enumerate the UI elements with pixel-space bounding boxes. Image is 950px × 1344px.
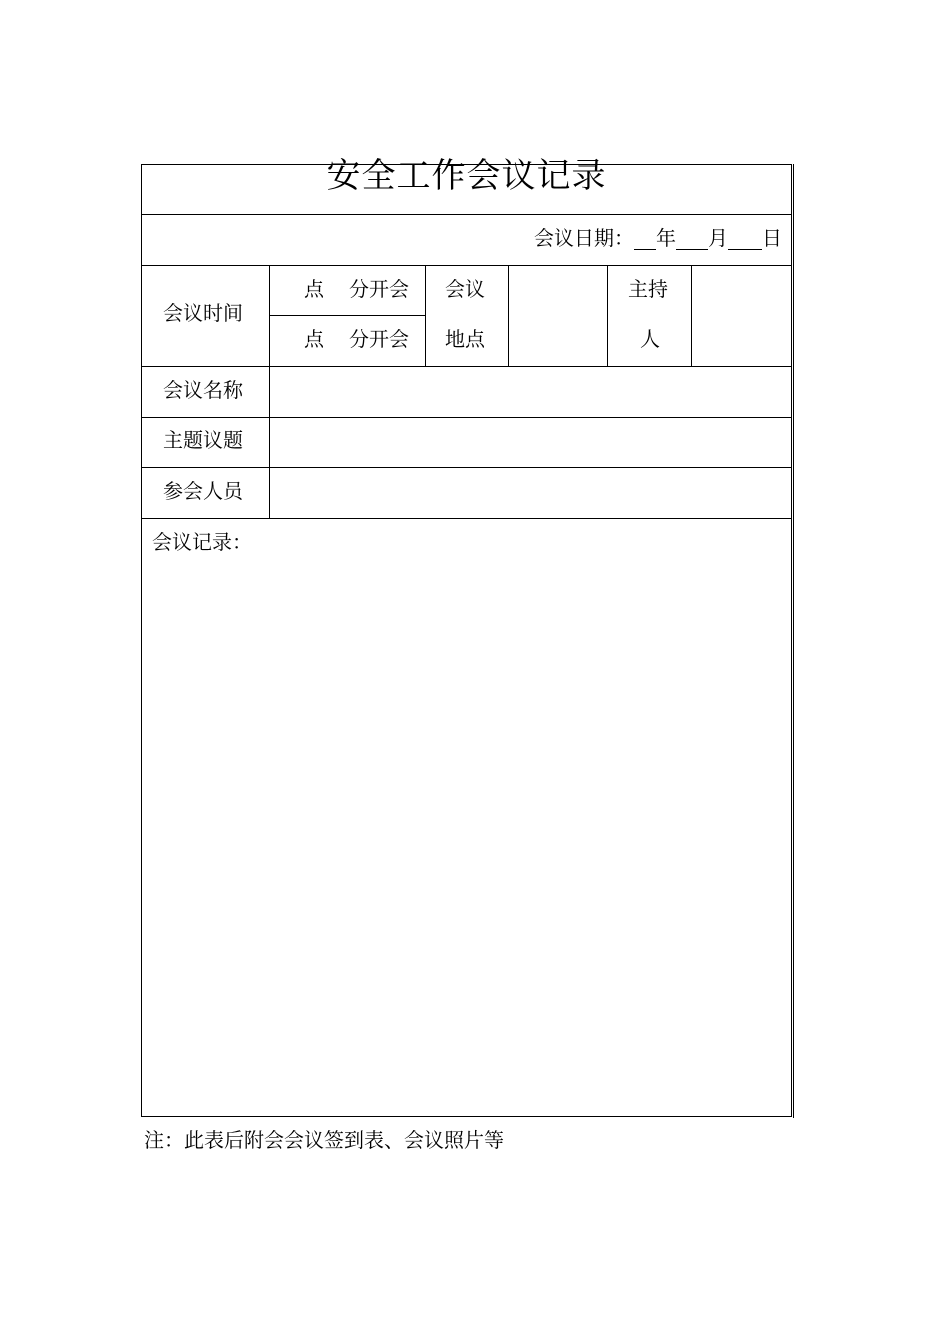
month-field[interactable] bbox=[676, 227, 708, 250]
minutes-label: 会议记录： bbox=[152, 530, 252, 554]
year-label: 年 bbox=[656, 226, 676, 250]
date-label: 会议日期： bbox=[534, 226, 634, 250]
row-divider-attendees bbox=[141, 518, 792, 519]
col-divider-location-value bbox=[607, 265, 608, 366]
attendees-label: 参会人员 bbox=[163, 479, 243, 503]
footer-note: 注：此表后附会会议签到表、会议照片等 bbox=[144, 1128, 504, 1152]
location-field[interactable] bbox=[509, 266, 607, 366]
location-label-line2: 地点 bbox=[445, 327, 485, 351]
month-label: 月 bbox=[708, 226, 728, 250]
form-border-right-double bbox=[793, 164, 794, 1118]
location-label-line1: 会议 bbox=[445, 277, 485, 301]
col-divider-time bbox=[425, 265, 426, 366]
topic-label: 主题议题 bbox=[163, 428, 243, 452]
host-label-line1: 主持 bbox=[628, 277, 668, 301]
meeting-name-field[interactable] bbox=[270, 367, 792, 417]
minutes-field[interactable] bbox=[142, 560, 792, 1116]
topic-field[interactable] bbox=[270, 418, 792, 467]
day-label: 日 bbox=[762, 226, 782, 250]
attendees-field[interactable] bbox=[270, 468, 792, 518]
day-field[interactable] bbox=[728, 227, 762, 250]
form-title: 安全工作会议记录 bbox=[326, 156, 607, 196]
meeting-time-label: 会议时间 bbox=[163, 301, 243, 325]
meeting-date bbox=[534, 226, 782, 250]
year-field[interactable] bbox=[634, 227, 656, 250]
end-minute-label: 分开会 bbox=[349, 327, 409, 351]
end-hour-label: 点 bbox=[304, 327, 324, 351]
start-minute-label: 分开会 bbox=[349, 277, 409, 301]
start-hour-label: 点 bbox=[304, 277, 324, 301]
row-divider-title bbox=[141, 214, 792, 215]
meeting-name-label: 会议名称 bbox=[163, 378, 243, 402]
host-field[interactable] bbox=[692, 266, 792, 366]
host-label-line2: 人 bbox=[640, 327, 660, 351]
row-divider-time-mid bbox=[269, 315, 425, 316]
